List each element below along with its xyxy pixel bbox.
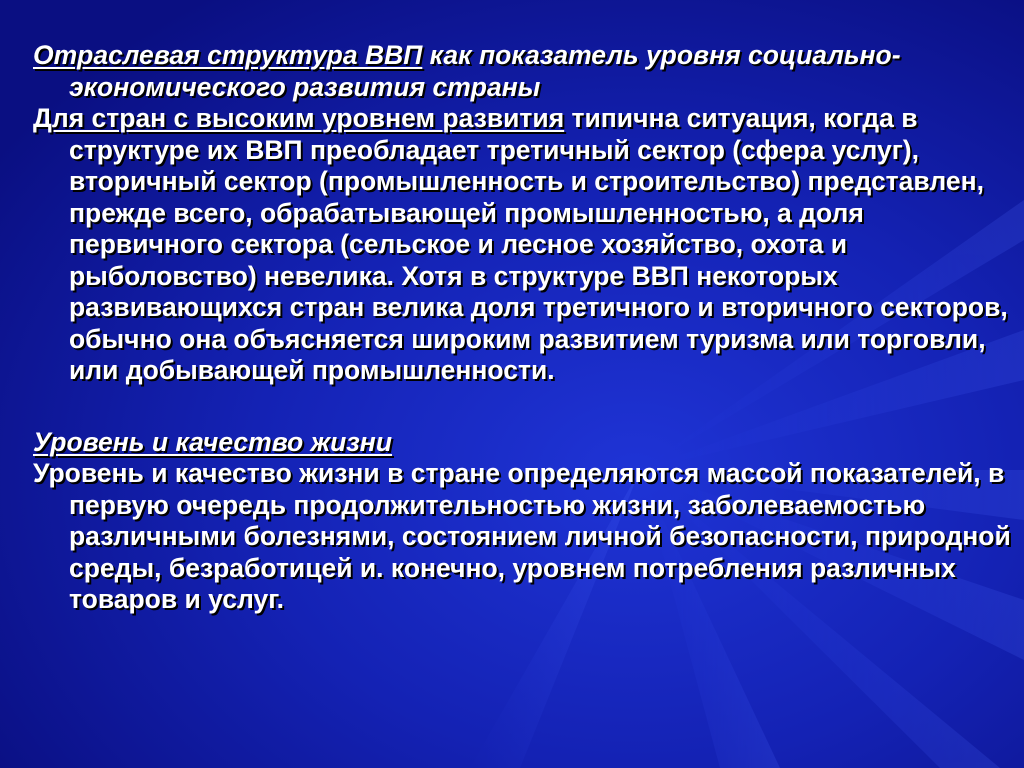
section-spacer	[33, 387, 1018, 427]
slide-content	[33, 40, 1018, 616]
section-1-heading	[33, 40, 1018, 103]
section-1-body-rest: типична ситуация, когда в структуре их ВВП преобладает третичный сектор (сфера услуг), вторичный сектор (промышленность и строительство) представлен, прежде всего, обрабатывающей промышленностью, а доля первичного сектора (сельское и лесное хозяйство, охота и рыболовство) невелика. Хотя в структуре ВВП некоторых развивающихся стран велика доля третичного и вторичного секторов, обычно она объясняется широким развитием туризма или торговли, или добывающей промышленности.	[69, 103, 1008, 385]
section-2-heading	[33, 427, 1018, 459]
section-1-body	[33, 103, 1018, 387]
section-1-heading-underlined: Отраслевая структура ВВП	[33, 40, 423, 70]
section-1-body-underlined: Для стран с высоким уровнем развития	[33, 103, 565, 133]
section-2-heading-underlined: Уровень и качество жизни	[33, 426, 393, 457]
section-1-heading-rest: как показатель уровня социально-экономического развития страны	[69, 40, 901, 102]
section-2-body: Уровень и качество жизни в стране определяются массой показателей, в первую очередь продолжительностью жизни, заболеваемостью различными болезнями, состоянием личной безопасности, природной среды, безработицей и. конечно, уровнем потребления различных товаров и услуг.	[33, 458, 1011, 614]
